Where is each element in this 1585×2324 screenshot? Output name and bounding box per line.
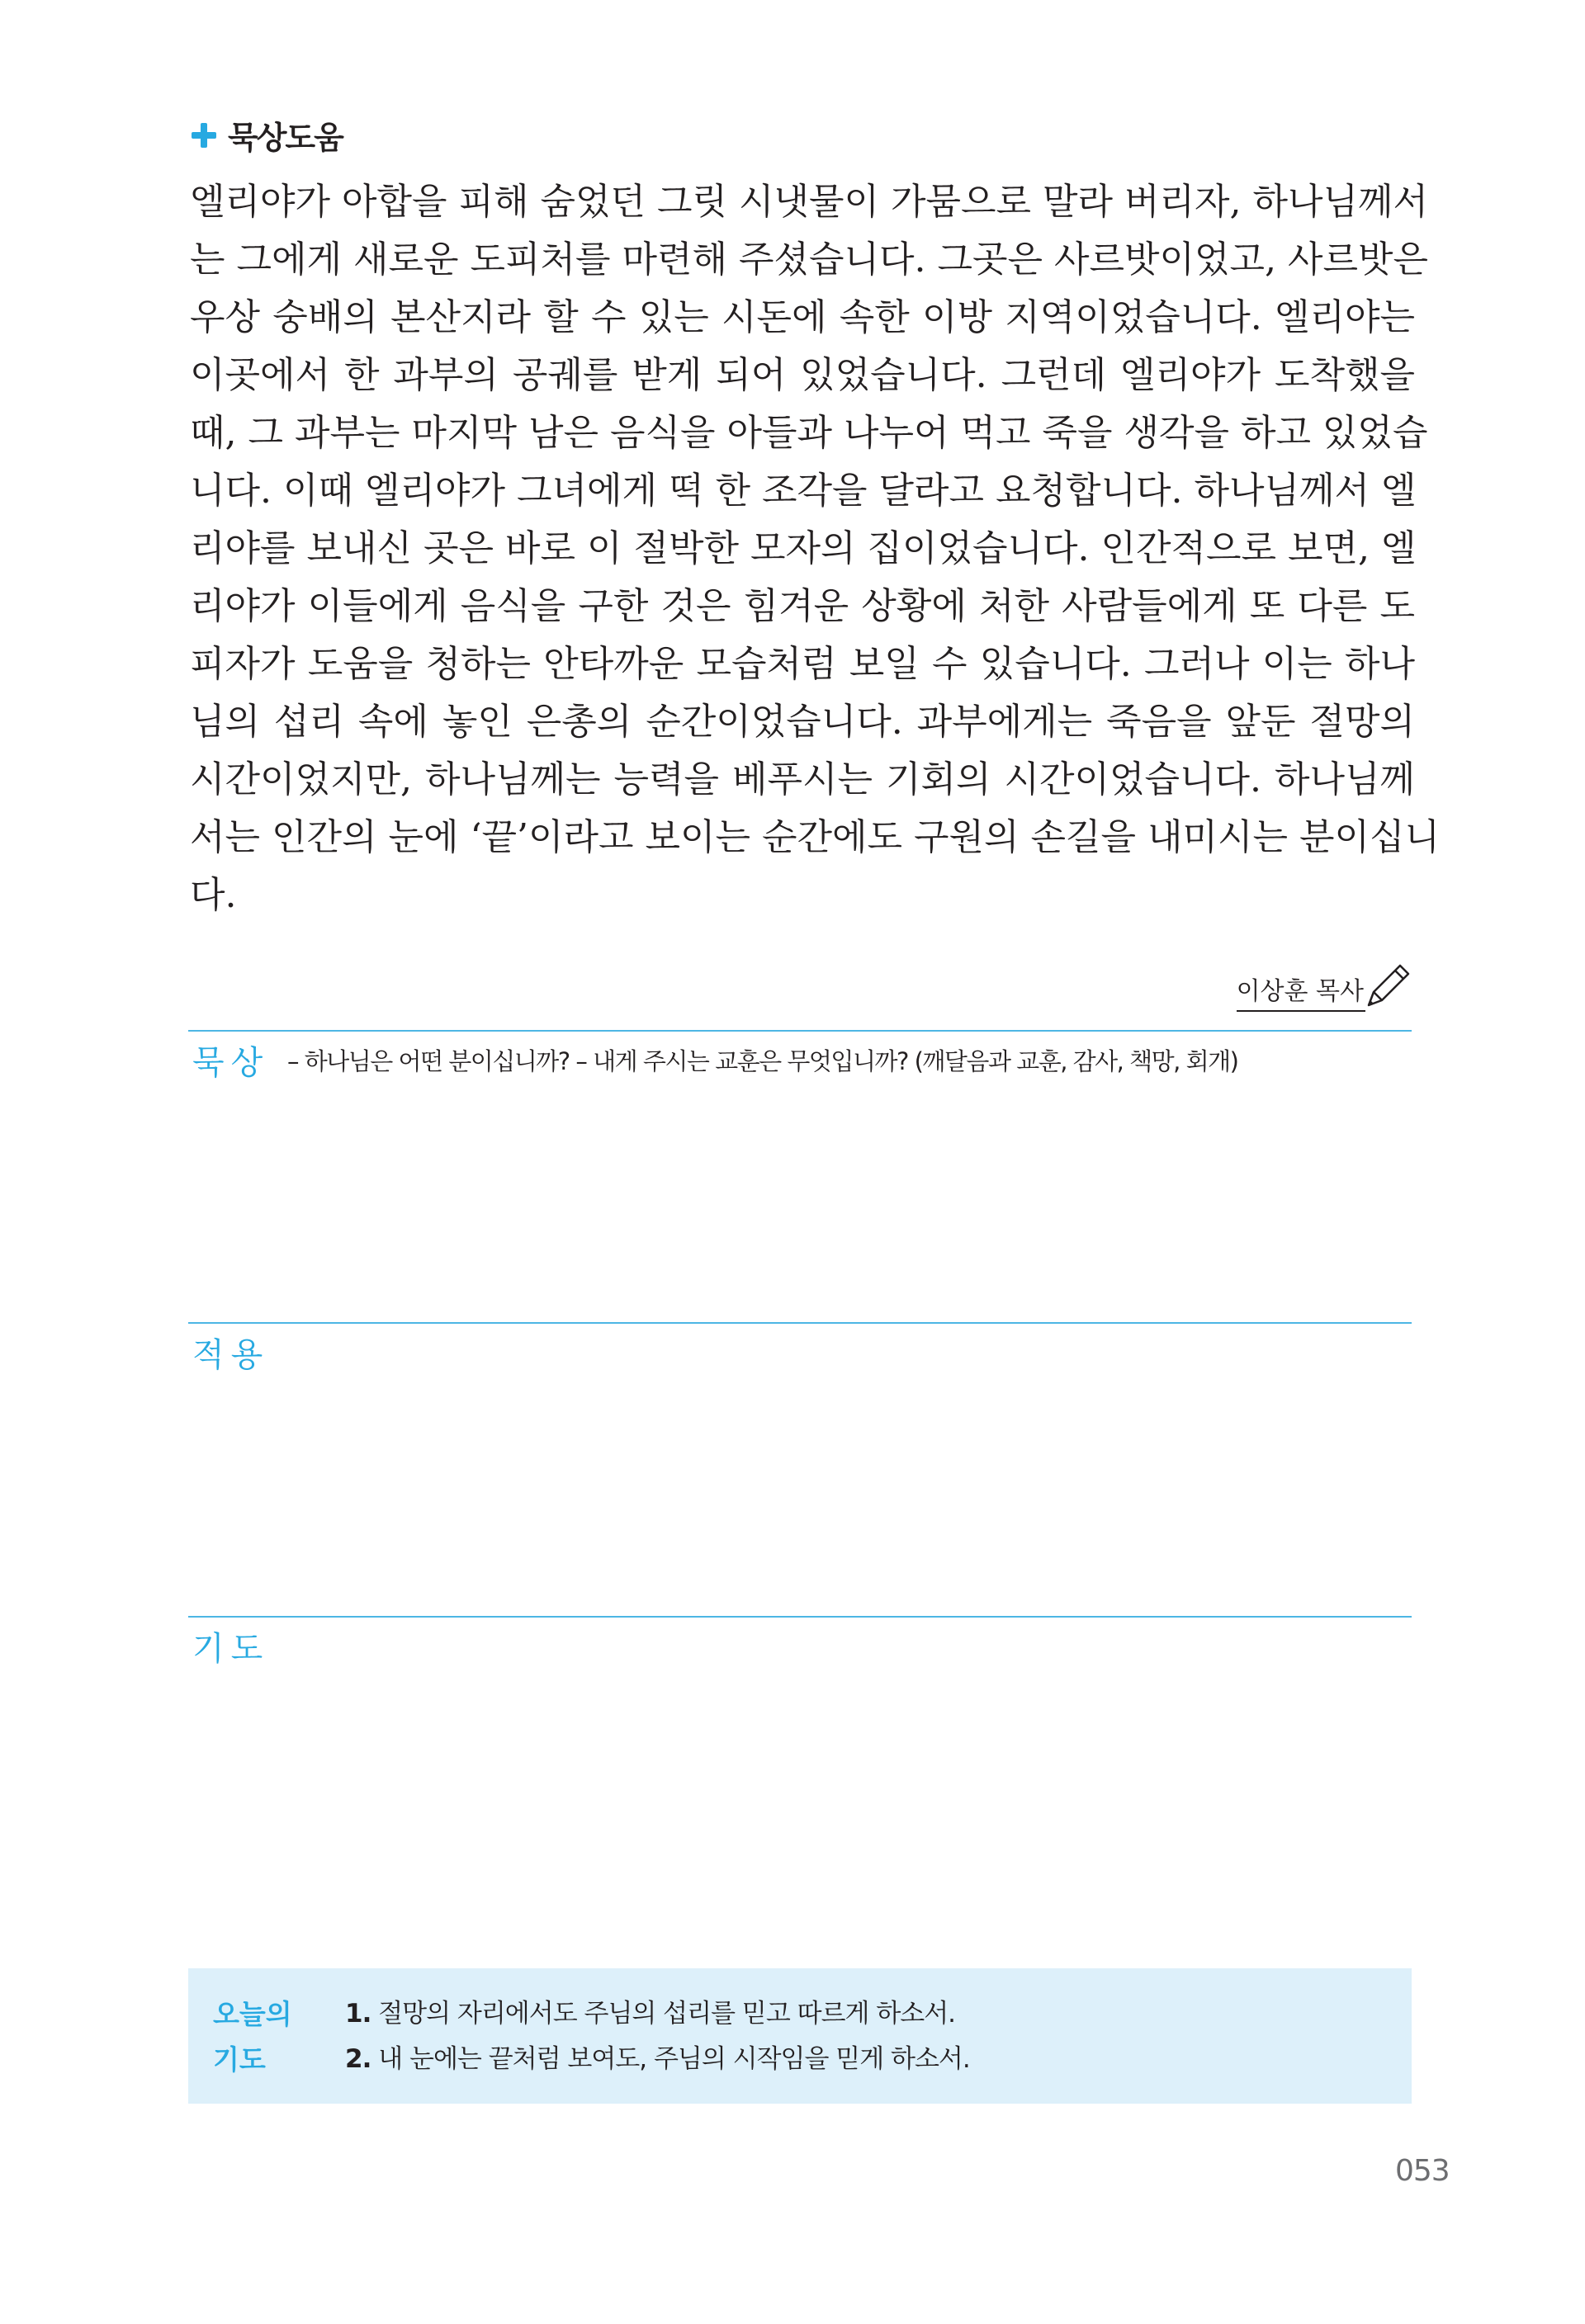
meditation-hint: – 하나님은 어떤 분이십니까? – 내게 주시는 교훈은 무엇입니까? (깨달음과 교훈, 감사, 책망, 회개) [287, 1047, 1238, 1075]
prayer-item-number: 1. [345, 1999, 371, 2029]
prayer-item-text: 내 눈에는 끝처럼 보여도, 주님의 시작임을 믿게 하소서. [378, 2044, 970, 2074]
prayer-item [345, 1991, 970, 2037]
prayer-item [345, 2037, 970, 2082]
meditation-label: 묵상 [192, 1044, 270, 1082]
author-signature [1073, 959, 1415, 1012]
body-line: 이곳에서 한 과부의 공궤를 받게 되어 있었습니다. 그런데 엘리야가 도착했을 [190, 354, 1415, 396]
divider [188, 1030, 1412, 1032]
prayer-item-number: 2. [345, 2044, 371, 2074]
body-line: 서는 인간의 눈에 ‘끝’이라고 보이는 순간에도 구원의 손길을 내미시는 분이십니 [190, 816, 1440, 858]
body-line: 는 그에게 새로운 도피처를 마련해 주셨습니다. 그곳은 사르밧이었고, 사르밧은 [190, 239, 1428, 281]
body-line: 시간이었지만, 하나님께는 능력을 베푸시는 기회의 시간이었습니다. 하나님께 [190, 758, 1415, 801]
body-line: 니다. 이때 엘리야가 그녀에게 떡 한 조각을 달라고 요청합니다. 하나님께서 엘 [190, 470, 1417, 512]
body-line: 피자가 도움을 청하는 안타까운 모습처럼 보일 수 있습니다. 그러나 이는 하나 [190, 643, 1415, 685]
prayer-item-text: 절망의 자리에서도 주님의 섭리를 믿고 따르게 하소서. [378, 1999, 956, 2029]
divider [188, 1322, 1412, 1324]
todays-prayer-box [188, 1968, 1412, 2104]
prayer-list [345, 1991, 970, 2082]
body-line: 님의 섭리 속에 놓인 은총의 순간이었습니다. 과부에게는 죽음을 앞둔 절망의 [190, 701, 1415, 743]
application-label: 적용 [192, 1336, 270, 1374]
pencil-icon [1362, 959, 1415, 1012]
body-line: 엘리야가 아합을 피해 숨었던 그릿 시냇물이 가뭄으로 말라 버리자, 하나님께서 [190, 181, 1428, 223]
prayer-label: 기도 [192, 1630, 270, 1668]
todays-prayer-label-line2: 기도 [213, 2043, 266, 2076]
body-line: 때, 그 과부는 마지막 남은 음식을 아들과 나누어 먹고 죽을 생각을 하고 있었습 [190, 412, 1428, 454]
divider [188, 1616, 1412, 1618]
author-name: 이상훈 목사 [1237, 971, 1365, 1012]
meditation-text [190, 173, 1440, 924]
body-line: 우상 숭배의 본산지라 할 수 있는 시돈에 속한 이방 지역이었습니다. 엘리야는 [190, 296, 1415, 338]
todays-prayer-label [213, 1991, 292, 2082]
page-number: 053 [1395, 2154, 1450, 2188]
body-line: 다. [190, 874, 237, 916]
section-header [192, 112, 343, 158]
body-line: 리야를 보내신 곳은 바로 이 절박한 모자의 집이었습니다. 인간적으로 보면, 엘 [190, 527, 1417, 569]
todays-prayer-label-line1: 오늘의 [213, 1998, 292, 2030]
header-title: 묵상도움 [228, 120, 343, 156]
plus-icon [192, 123, 216, 148]
body-line: 리야가 이들에게 음식을 구한 것은 힘겨운 상황에 처한 사람들에게 또 다른 도 [190, 585, 1415, 627]
